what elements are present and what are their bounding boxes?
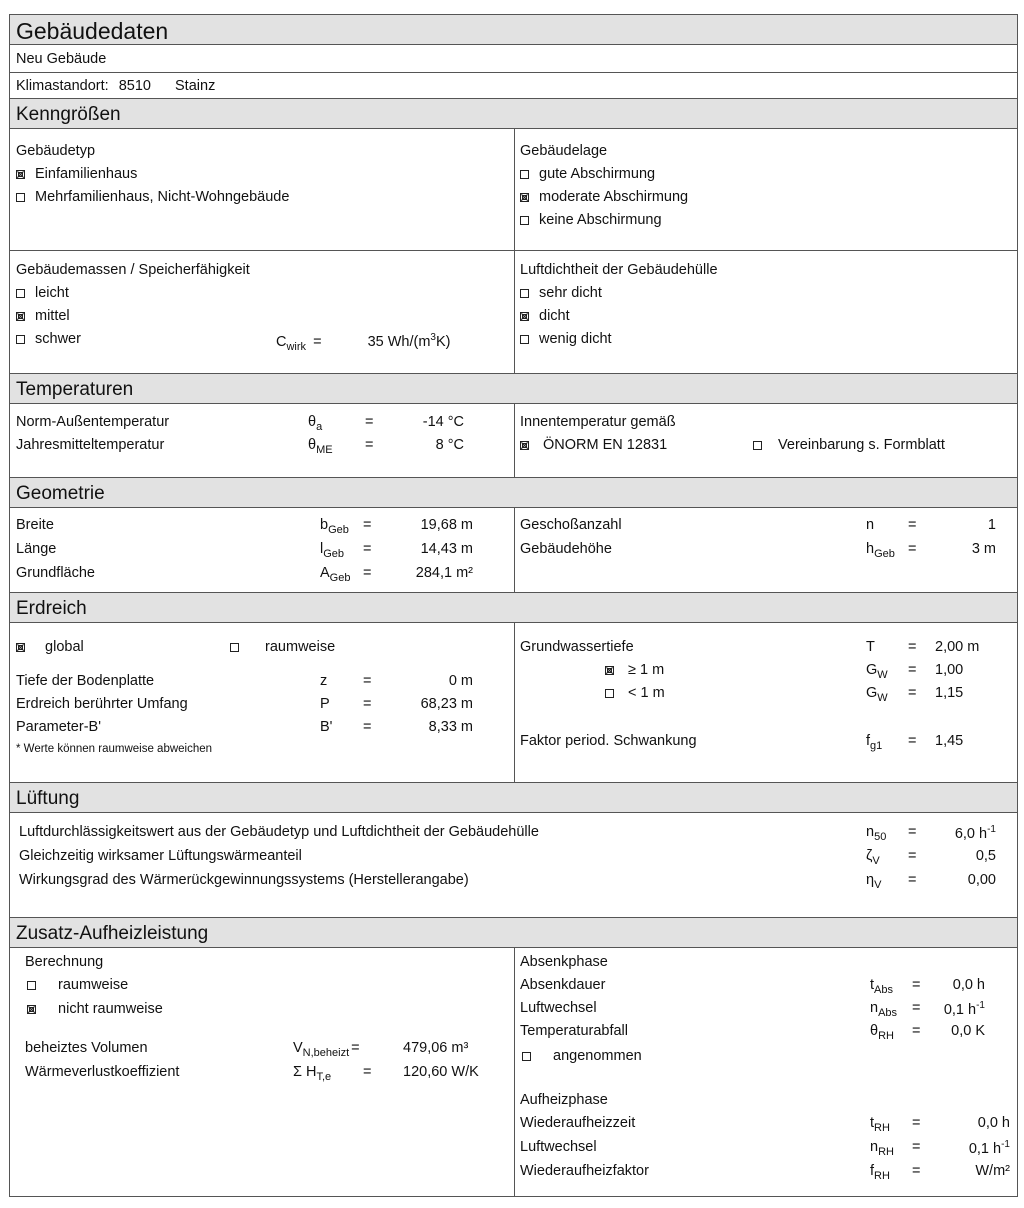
geo-equals: = (363, 517, 372, 533)
geo-label: Länge (16, 541, 57, 557)
checkbox-unchecked[interactable] (230, 643, 239, 652)
gebaeudetyp-title: Gebäudetyp (16, 143, 96, 159)
temp-symbol: $\theta_{ME}$ (308, 437, 333, 456)
aufheiz-value: 0,0 h (977, 1115, 1010, 1131)
location-label: Klimastandort: (16, 78, 109, 94)
absenk-value: 0,0 K (951, 1023, 985, 1039)
section-zusatz (10, 917, 1017, 948)
section-kenngroessen (10, 98, 1017, 129)
option-einfamilienhaus[interactable]: Einfamilienhaus (16, 166, 137, 182)
geo-equals: = (363, 541, 372, 557)
geo-label: Gebäudehöhe (520, 541, 612, 557)
absenk-label: Temperaturabfall (520, 1023, 628, 1039)
geo-value: 284,1 m² (415, 565, 473, 581)
title-bar (10, 14, 1017, 45)
section-title: Zusatz-Aufheizleistung (16, 923, 209, 944)
geo-label: Geschoßanzahl (520, 517, 622, 533)
absenk-equals: = (912, 977, 921, 993)
option-wenig-dicht[interactable]: wenig dicht (520, 331, 612, 347)
geo-equals: = (908, 541, 917, 557)
checkbox-checked[interactable] (16, 170, 25, 179)
column-divider (514, 129, 515, 373)
checkbox-unchecked[interactable] (520, 216, 529, 225)
geo-symbol: $l_{Geb}$ (320, 541, 345, 560)
column-divider (514, 508, 515, 592)
angenommen-option[interactable]: angenommen (522, 1048, 642, 1064)
geo-symbol: $h_{Geb}$ (866, 541, 895, 560)
geo-value: 19,68 m (420, 517, 473, 533)
lueft-label: Luftdurchlässigkeitswert aus der Gebäudetyp und Luftdichtheit der Gebäudehülle (19, 824, 539, 840)
section-title: Geometrie (16, 483, 105, 504)
checkbox-checked[interactable] (520, 193, 529, 202)
lueft-equals: = (908, 848, 917, 864)
wvk-value: Σ $H_{T,e}$ = 120,60 W/K (293, 1064, 479, 1083)
geo-value: 14,43 m (420, 541, 473, 557)
erd-value: 68,23 m (420, 696, 473, 712)
aufheiz-symbol: $n_{RH}$ (870, 1139, 894, 1158)
section-title: Erdreich (16, 598, 87, 619)
grundwasser-gw-value: $G_W$ = 1,00 (866, 662, 964, 681)
checkbox-unchecked[interactable] (27, 981, 36, 990)
erd-equals: = (363, 719, 372, 735)
aufheiz-symbol: $t_{RH}$ (870, 1115, 890, 1134)
erd-value: 0 m (448, 673, 473, 689)
aufheiz-label: Wiederaufheizfaktor (520, 1163, 649, 1179)
column-divider (514, 948, 515, 1197)
geo-label: Breite (16, 517, 54, 533)
section-title: Kenngrößen (16, 104, 121, 125)
checkbox-unchecked[interactable] (605, 689, 614, 698)
erd-equals: = (363, 696, 372, 712)
massen-title: Gebäudemassen / Speicherfähigkeit (16, 262, 250, 278)
cwirk: $C_{wirk} = 35$ $Wh/(m^3K)$ (276, 332, 451, 353)
option-dicht[interactable]: dicht (520, 308, 570, 324)
aufheiz-equals: = (912, 1139, 921, 1155)
wvk-label: Wärmeverlustkoeffizient (25, 1064, 180, 1080)
option-leicht[interactable]: leicht (16, 285, 69, 301)
checkbox-unchecked[interactable] (520, 170, 529, 179)
geo-symbol: $A_{Geb}$ (320, 565, 351, 584)
lueft-symbol: $\zeta_V$ (866, 848, 880, 867)
volumen-label: beheiztes Volumen (25, 1040, 148, 1056)
absenk-equals: = (912, 1023, 921, 1039)
erd-label: Parameter-B' (16, 719, 101, 735)
checkbox-unchecked[interactable] (522, 1052, 531, 1061)
grundwasser-gw-value: $G_W$ = 1,15 (866, 685, 964, 704)
column-divider (514, 623, 515, 782)
berechnung-option-nicht-raumweise[interactable]: nicht raumweise (27, 1001, 163, 1017)
erd-label: Erdreich berührter Umfang (16, 696, 188, 712)
absenk-symbol: $n_{Abs}$ (870, 1000, 898, 1019)
erd-equals: = (363, 673, 372, 689)
checkbox-checked[interactable] (16, 312, 25, 321)
checkbox-checked[interactable] (27, 1005, 36, 1014)
option-sehr-dicht[interactable]: sehr dicht (520, 285, 602, 301)
aufheiz-label: Wiederaufheizzeit (520, 1115, 636, 1131)
fg1-value: $f_{g1}$ = 1,45 (866, 733, 964, 752)
innentemp-option-vereinbarung[interactable]: Vereinbarung s. Formblatt (753, 437, 945, 453)
grundwasser-option-2[interactable]: < 1 m (605, 685, 665, 701)
aufheiz-equals: = (912, 1115, 921, 1131)
gebaeudelage-title: Gebäudelage (520, 143, 608, 159)
absenk-value: 0,1 $h^{-1}$ (943, 1000, 985, 1018)
location-zip: 8510 (118, 78, 151, 94)
absenk-label: Luftwechsel (520, 1000, 597, 1016)
temp-symbol: $\theta_a$ (308, 414, 323, 433)
geo-symbol: $b_{Geb}$ (320, 517, 349, 536)
checkbox-checked[interactable] (605, 666, 614, 675)
lueft-equals: = (908, 872, 917, 888)
grundwasser-title: Grundwassertiefe (520, 639, 634, 655)
checkbox-unchecked[interactable] (16, 289, 25, 298)
checkbox-checked[interactable] (520, 312, 529, 321)
checkbox-unchecked[interactable] (520, 335, 529, 344)
erdreich-option-raumweise[interactable]: raumweise (230, 639, 335, 655)
absenk-symbol: $t_{Abs}$ (870, 977, 893, 996)
grundwasser-option-1[interactable]: ≥ 1 m (605, 662, 664, 678)
volumen-value: $V_{N,beheizt}$ = 479,06 m³ (293, 1040, 469, 1059)
location-row (16, 78, 215, 94)
page-title: Gebäudedaten (16, 18, 169, 44)
aufheiz-label: Luftwechsel (520, 1139, 597, 1155)
erdreich-option-global[interactable]: global (16, 639, 84, 655)
column-divider (514, 404, 515, 477)
innentemp-title: Innentemperatur gemäß (520, 414, 676, 430)
temp-label: Jahresmitteltemperatur (16, 437, 165, 453)
geo-equals: = (363, 565, 372, 581)
temp-equals: = (365, 414, 374, 430)
checkbox-unchecked[interactable] (520, 289, 529, 298)
erd-symbol: B' (320, 719, 333, 735)
option-mehrfamilienhaus-nicht-wohngebäude[interactable]: Mehrfamilienhaus, Nicht-Wohngebäude (16, 189, 289, 205)
section-temperaturen (10, 373, 1017, 404)
erd-symbol: z (320, 673, 328, 689)
aufheiz-symbol: $f_{RH}$ (870, 1163, 890, 1182)
lueft-equals: = (908, 824, 917, 840)
aufheiz-value: 0,1 $h^{-1}$ (968, 1139, 1010, 1157)
absenk-label: Absenkdauer (520, 977, 606, 993)
option-schwer[interactable]: schwer (16, 331, 81, 347)
checkbox-unchecked[interactable] (753, 441, 762, 450)
geo-symbol: n (866, 517, 875, 533)
section-title: Temperaturen (16, 379, 134, 400)
absenk-value: 0,0 h (952, 977, 985, 993)
temp-value: -14 °C (422, 414, 464, 430)
location-city: Stainz (175, 78, 216, 94)
lueft-label: Gleichzeitig wirksamer Lüftungswärmeanteil (19, 848, 302, 864)
section-title: Lüftung (16, 788, 80, 809)
option-keine-abschirmung[interactable]: keine Abschirmung (520, 212, 662, 228)
absenk-symbol: $\theta_{RH}$ (870, 1023, 894, 1042)
berechnung-option-raumweise[interactable]: raumweise (27, 977, 128, 993)
temp-label: Norm-Außentemperatur (16, 414, 170, 430)
aufheizphase-title: Aufheizphase (520, 1092, 608, 1108)
checkbox-unchecked[interactable] (16, 193, 25, 202)
lueft-value: 6,0 $h^{-1}$ (954, 824, 996, 842)
absenk-equals: = (912, 1000, 921, 1016)
lueft-symbol: $\eta_V$ (866, 872, 882, 891)
grundwasser-T: T = 2,00 m (866, 639, 980, 655)
section-lueftung (10, 782, 1017, 813)
aufheiz-value: W/m² (975, 1163, 1010, 1179)
form-frame (9, 14, 1018, 1197)
luftdicht-title: Luftdichtheit der Gebäudehülle (520, 262, 718, 278)
geo-label: Grundfläche (16, 565, 95, 581)
fg1-label: Faktor period. Schwankung (520, 733, 697, 749)
option-mittel[interactable]: mittel (16, 308, 70, 324)
section-erdreich (10, 592, 1017, 623)
checkbox-checked[interactable] (520, 441, 529, 450)
berechnung-title: Berechnung (25, 954, 104, 970)
section-geometrie (10, 477, 1017, 508)
absenkphase-title: Absenkphase (520, 954, 608, 970)
temp-value: 8 °C (435, 437, 464, 453)
erd-value: 8,33 m (428, 719, 473, 735)
checkbox-checked[interactable] (16, 643, 25, 652)
lueft-value: 0,00 (967, 872, 996, 888)
lueft-value: 0,5 (975, 848, 996, 864)
erd-symbol: P (320, 696, 330, 712)
aufheiz-equals: = (912, 1163, 921, 1179)
checkbox-unchecked[interactable] (16, 335, 25, 344)
geo-value: 3 m (971, 541, 996, 557)
option-moderate-abschirmung[interactable]: moderate Abschirmung (520, 189, 688, 205)
option-gute-abschirmung[interactable]: gute Abschirmung (520, 166, 655, 182)
lueft-symbol: $n_{50}$ (866, 824, 887, 843)
building-name: Neu Gebäude (16, 51, 107, 67)
geo-equals: = (908, 517, 917, 533)
erd-label: Tiefe der Bodenplatte (16, 673, 155, 689)
geo-value: 1 (987, 517, 996, 533)
temp-equals: = (365, 437, 374, 453)
innentemp-option-oenorm[interactable]: ÖNORM EN 12831 (520, 437, 667, 453)
lueft-label: Wirkungsgrad des Wärmerückgewinnungssystems (Herstellerangabe) (19, 872, 469, 888)
erdreich-note: * Werte können raumweise abweichen (16, 743, 213, 755)
